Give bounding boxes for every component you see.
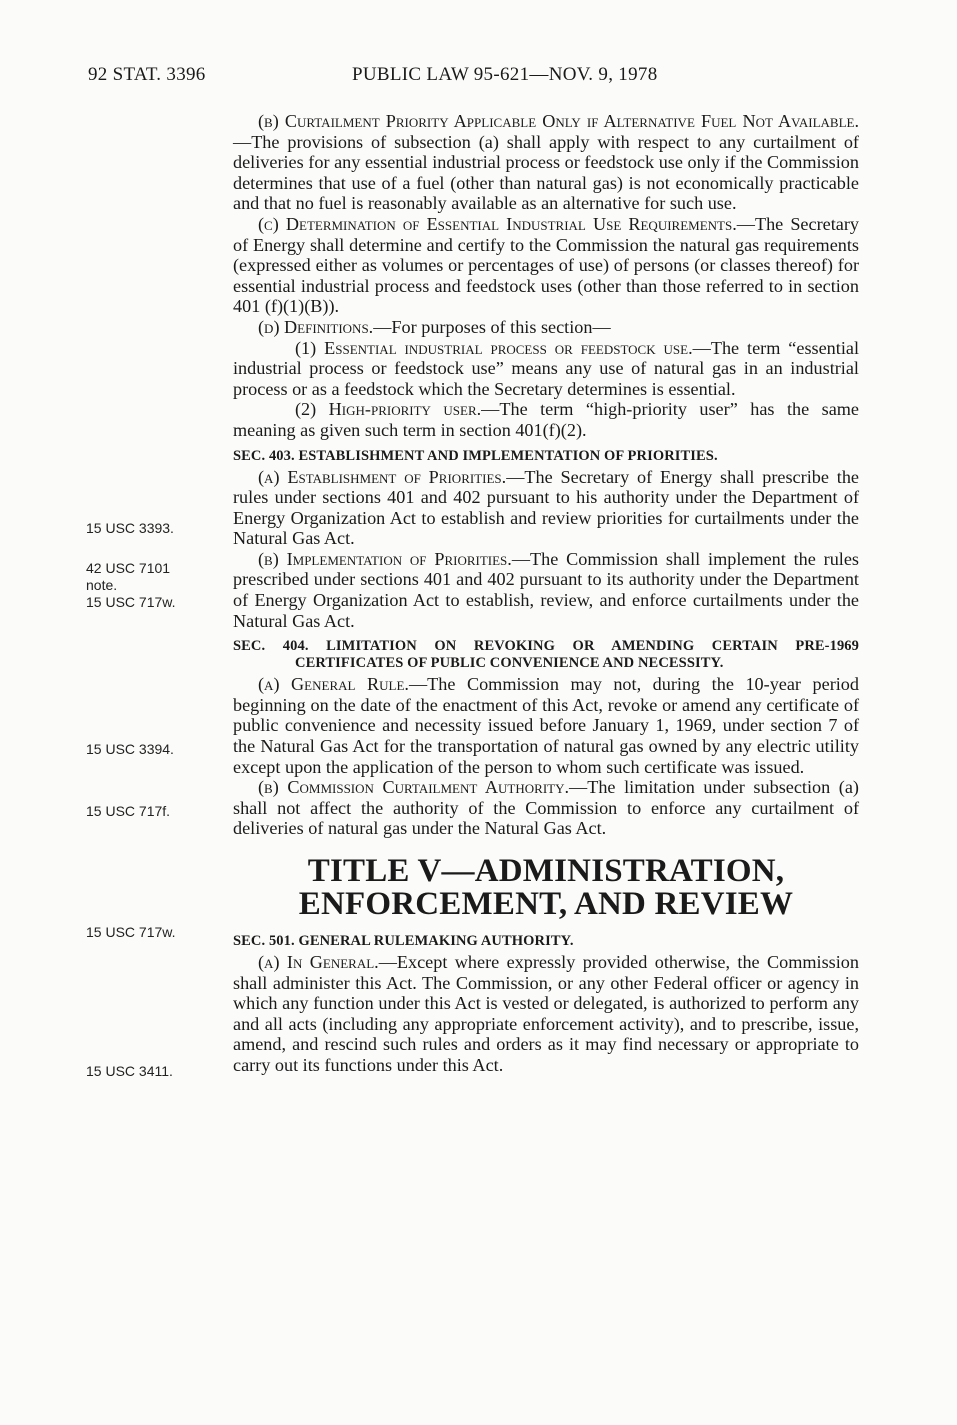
main-text-column bbox=[233, 111, 859, 1076]
paragraph-402d2 bbox=[233, 399, 859, 440]
paragraph-402c bbox=[233, 214, 859, 317]
paragraph-text: —Except where expressly provided otherwise, the Commission shall administer this Act. The Commission, or any other Federal officer or agency in which any function under this Act is vested or delegated, is authorized to perform any and all acts (including any appropriate enforcement activity), and to prescribe, issue, amend, and rescind such rules and orders as it may find necessary or appropriate to carry out its functions under this Act. bbox=[233, 952, 859, 1075]
margin-citation: 15 USC 3411. bbox=[86, 1063, 173, 1079]
paragraph-text: —The Commission may not, during the 10-year period beginning on the date of the enactment of this Act, revoke or amend any certificate of public convenience and necessity issued before January 1, 1969, under section 7 of the Natural Gas Act for the transportation of natural gas owned by any electric utility except upon the application of the person to whom such certificate was issued. bbox=[233, 674, 859, 777]
page-stat-number: 92 STAT. 3396 bbox=[88, 64, 206, 85]
subsection-heading: (a) General Rule. bbox=[258, 674, 409, 695]
subsection-heading: (b) Curtailment Priority Applicable Only if Alternative Fuel Not Available. bbox=[258, 111, 859, 131]
running-header: PUBLIC LAW 95-621—NOV. 9, 1978 bbox=[352, 64, 658, 85]
subsection-heading: (2) High-priority user. bbox=[295, 399, 482, 420]
paragraph-501a bbox=[233, 952, 859, 1076]
subsection-heading: (b) Implementation of Priorities. bbox=[258, 548, 512, 569]
subsection-heading: (1) Essential industrial process or feedstock use. bbox=[295, 337, 693, 358]
paragraph-402d bbox=[233, 317, 859, 338]
paragraph-text: —The Secretary of Energy shall prescribe the rules under sections 401 and 402 pursuant to his authority under the Department of Energy Organization Act to establish and review priorities for curtailments under the Natural Gas Act. bbox=[233, 466, 859, 549]
section-heading-501: SEC. 501. GENERAL RULEMAKING AUTHORITY. bbox=[233, 933, 574, 949]
section-heading-404: SEC. 404. LIMITATION ON REVOKING OR AMENDING CERTAIN PRE-1969 CERTIFICATES OF PUBLIC CONVENIENCE AND NECESSITY. bbox=[233, 638, 859, 672]
paragraph-text: —The term “essential industrial process or feedstock use” means any use of natural gas in an industrial process or as a feedstock which the Secretary determines is essential. bbox=[233, 337, 859, 399]
subsection-heading: (d) Definitions. bbox=[258, 316, 374, 337]
paragraph-402d1 bbox=[233, 338, 859, 400]
paragraph-404b bbox=[233, 777, 859, 839]
margin-citation: 15 USC 717w. bbox=[86, 594, 176, 610]
paragraph-text: —The Secretary of Energy shall determine and certify to the Commission the natural gas requirements (expressed either as volumes or percentages of use) of persons (or classes thereof) for essential industrial process and feedstock uses (other than those referred to in section 401 (f)(1)(B)). bbox=[233, 213, 859, 317]
paragraph-text: —The limitation under subsection (a) shall not affect the authority of the Commission to enforce any curtailment of deliveries of natural gas under the Natural Gas Act. bbox=[233, 777, 859, 839]
paragraph-403a bbox=[233, 467, 859, 549]
paragraph-404a bbox=[233, 674, 859, 777]
title-v-heading: TITLE V—ADMINISTRATION, ENFORCEMENT, AND REVIEW bbox=[298, 853, 794, 922]
paragraph-402b bbox=[233, 111, 859, 214]
paragraph-403b bbox=[233, 549, 859, 631]
paragraph-text: —The Commission shall implement the rules prescribed under sections 401 and 402 pursuant to its authority under the Department of Energy Organization Act to establish, review, and enforce curtailments under the Natural Gas Act. bbox=[233, 548, 860, 631]
margin-citation: 42 USC 7101 bbox=[86, 560, 171, 576]
subsection-heading: (c) Determination of Essential Industrial Use Requirements. bbox=[258, 213, 737, 234]
paragraph-text: —The term “high-priority user” has the same meaning as given such term in section 401(f)(2). bbox=[233, 399, 859, 440]
margin-citation: 15 USC 717w. bbox=[86, 924, 176, 940]
paragraph-text: —For purposes of this section— bbox=[373, 316, 611, 337]
subsection-heading: (a) Establishment of Priorities. bbox=[258, 466, 507, 487]
section-heading-403: SEC. 403. ESTABLISHMENT AND IMPLEMENTATION OF PRIORITIES. bbox=[233, 447, 718, 464]
margin-citation: note. bbox=[86, 577, 118, 593]
paragraph-text: —The provisions of subsection (a) shall apply with respect to any curtailment of deliveries for any essential industrial process or feedstock use only if the Commission determines that use of a fuel (other than natural gas) is not economically practicable and that no fuel is reasonably available as an alternative for such use. bbox=[233, 131, 859, 214]
margin-citation: 15 USC 717f. bbox=[86, 803, 171, 819]
margin-citation: 15 USC 3393. bbox=[86, 520, 174, 536]
margin-citation: 15 USC 3394. bbox=[86, 741, 174, 757]
subsection-heading: (a) In General. bbox=[258, 952, 379, 972]
subsection-heading: (b) Commission Curtailment Authority. bbox=[258, 777, 570, 798]
